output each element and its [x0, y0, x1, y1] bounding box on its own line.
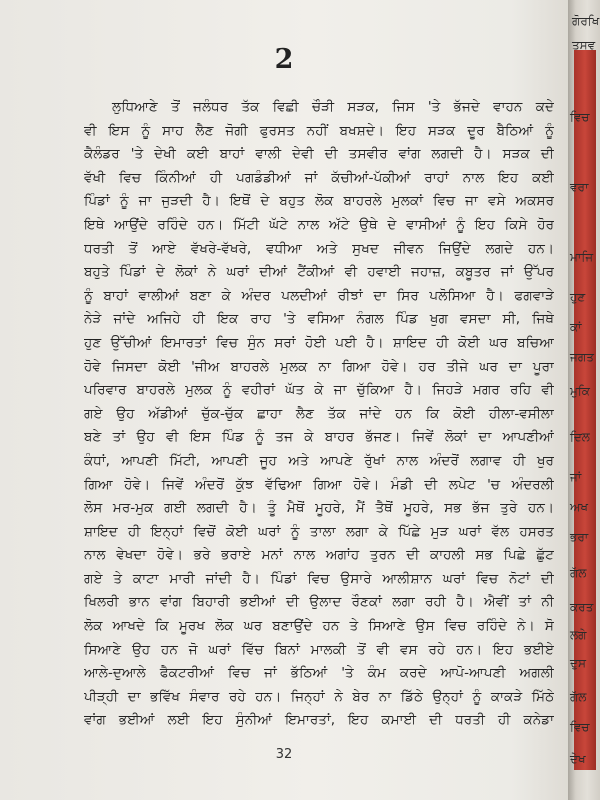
text-line: ਸ਼ਾਇਦ ਹੀ ਇਨ੍ਹਾਂ ਵਿਚੋਂ ਕੋਈ ਘਰਾਂ ਨੂੰ ਤਾਲਾ ਲਗਾ ਕੇ ਪਿੱਛੇ ਮੁੜ ਘਰਾਂ ਵੱਲ ਹਸਰਤ — [84, 523, 554, 540]
text-line: ਹੁਣ ਉੱਚੀਆਂ ਇਮਾਰਤਾਂ ਵਿਚ ਸੁੰਨ ਸਰਾਂ ਹੋਈ ਪਈ ਹੈ। ਸ਼ਾਇਦ ਹੀ ਕੋਈ ਘਰ ਬਚਿਆ — [84, 334, 554, 351]
next-page-fragment: ਦੁਸ — [570, 656, 586, 670]
next-page-fragment: ਵਰਾ — [570, 180, 589, 194]
text-line: ਗਏ ਤੇ ਕਾਟਾ ਮਾਰੀ ਜਾਂਦੀ ਹੈ। ਪਿੰਡਾਂ ਵਿਚ ਉਸਾਰੇ ਆਲੀਸ਼ਾਨ ਘਰਾਂ ਵਿਚ ਨੋਟਾਂ ਦੀ — [84, 570, 554, 587]
chapter-number: 2 — [274, 44, 294, 75]
text-line: ਪਰਿਵਾਰ ਬਾਹਰਲੇ ਮੁਲਕ ਨੂੰ ਵਹੀਰਾਂ ਘੱਤ ਕੇ ਜਾ ਚੁੱਕਿਆ ਹੈ। ਜਿਹੜੇ ਮਗਰ ਰਹਿ ਵੀ — [84, 382, 554, 399]
next-page-fragment: ਭਰਾ — [570, 530, 589, 544]
next-page-fragment: ਮਾਜਿ — [570, 250, 594, 264]
next-page-fragment: ਜਾਂ — [570, 470, 582, 484]
text-line: ਸਿਆਣੇ ਉਹ ਹਨ ਜੋ ਘਰਾਂ ਵਿੱਚ ਬਿਨਾਂ ਮਾਲਕੀ ਤੋਂ ਵੀ ਵਸ ਰਹੇ ਹਨ। ਇਹ ਭਈਏ — [84, 641, 554, 658]
text-line: ਲੁਧਿਆਣੇ ਤੋਂ ਜਲੰਧਰ ਤੱਕ ਵਿਛੀ ਚੌੜੀ ਸੜਕ, ਜਿਸ 'ਤੇ ਭੱਜਦੇ ਵਾਹਨ ਕਦੇ — [112, 99, 554, 115]
text-line: ਬਹੁਤੇ ਪਿੰਡਾਂ ਦੇ ਲੋਕਾਂ ਨੇ ਘਰਾਂ ਦੀਆਂ ਟੈਂਕੀਆਂ ਵੀ ਹਵਾਈ ਜਹਾਜ਼, ਕਬੂਤਰ ਜਾਂ ਉੱਪਰ — [84, 264, 554, 281]
text-line: ਪਿੰਡਾਂ ਨੂੰ ਜਾ ਜੁੜਦੀ ਹੈ। ਇਥੋਂ ਦੇ ਬਹੁਤ ਲੋਕ ਬਾਹਰਲੇ ਮੁਲਕਾਂ ਵਿਚ ਜਾ ਵਸੇ ਅਕਸਰ — [84, 193, 554, 210]
next-page-fragment: ਦਿਲ — [570, 430, 590, 444]
text-line: ਕੰਧਾਂ, ਆਪਣੀ ਮਿੱਟੀ, ਆਪਣੀ ਜੂਹ ਅਤੇ ਆਪਣੇ ਰੁੱਖਾਂ ਨਾਲ ਅੰਦਰੋਂ ਲਗਾਵ ਹੀ ਖੁਰ — [84, 452, 554, 469]
text-line: ਨਾਲ ਵੇਖਦਾ ਹੋਵੇ। ਭਰੇ ਭਰਾਏ ਮਨਾਂ ਨਾਲ ਅਗਾਂਹ ਤੁਰਨ ਦੀ ਕਾਹਲੀ ਸਭ ਪਿਛੇ ਛੁੱਟ — [84, 547, 554, 564]
next-page-fragment: ਵਿਚ — [570, 720, 590, 734]
text-line: ਵੱਖੀ ਵਿਚ ਕਿੰਨੀਆਂ ਹੀ ਪਗਡੰਡੀਆਂ ਜਾਂ ਕੱਚੀਆਂ-ਪੱਕੀਆਂ ਰਾਹਾਂ ਨਾਲ ਇਹ ਕਈ — [84, 169, 554, 186]
text-line: ਬਣੇ ਤਾਂ ਉਹ ਵੀ ਇਸ ਪਿੰਡ ਨੂੰ ਤਜ ਕੇ ਬਾਹਰ ਭੱਜਣ। ਜਿਵੇਂ ਲੋਕਾਂ ਦਾ ਆਪਣੀਆਂ — [84, 429, 554, 446]
next-page-fragment: ਗੱਲ — [570, 566, 587, 580]
next-page-fragment: ਲਗੇ — [570, 628, 587, 642]
text-line: ਗਏ ਉਹ ਅੱਡੀਆਂ ਚੁੱਕ-ਚੁੱਕ ਛਾਹਾ ਲੈਣ ਤੱਕ ਜਾਂਦੇ ਹਨ ਕਿ ਕੋਈ ਹੀਲਾ-ਵਸੀਲਾ — [84, 405, 554, 422]
text-line: ਪੀੜ੍ਹੀ ਦਾ ਭਵਿੱਖ ਸੰਵਾਰ ਰਹੇ ਹਨ। ਜਿਨ੍ਹਾਂ ਨੇ ਬੇਰ ਨਾ ਡਿੱਠੇ ਉਨ੍ਹਾਂ ਨੂੰ ਕਾਕੜੇ ਮਿੱਠੇ — [84, 688, 554, 705]
text-line: ਧਰਤੀ ਤੋਂ ਆਏ ਵੱਖਰੇ-ਵੱਖਰੇ, ਵਧੀਆ ਅਤੇ ਸੁਖਦ ਜੀਵਨ ਜਿਉਂਦੇ ਲਗਦੇ ਹਨ। — [84, 240, 554, 257]
text-line: ਇਥੇ ਆਉਂਦੇ ਰਹਿੰਦੇ ਹਨ। ਮਿੱਟੀ ਘੱਟੇ ਨਾਲ ਅੱਟੇ ਉਥੇ ਦੇ ਵਾਸੀਆਂ ਨੂੰ ਇਹ ਕਿਸੇ ਹੋਰ — [84, 216, 554, 233]
text-line: ਲੋਸ ਮਰ-ਮੁਕ ਗਈ ਲਗਦੀ ਹੈ। ਤੂੰ ਮੈਥੋਂ ਮੂਹਰੇ, ਮੈਂ ਤੈਥੋਂ ਮੂਹਰੇ, ਸਭ ਭੱਜ ਤੁਰੇ ਹਨ। — [84, 500, 554, 517]
next-page-fragment: ਅਖ — [570, 500, 588, 514]
next-page-fragment: ਜਗਤ — [570, 350, 594, 364]
next-page-fragment: ਤਸਵ — [572, 38, 596, 52]
text-line: ਵੀ ਇਸ ਨੂੰ ਸਾਹ ਲੈਣ ਜੋਗੀ ਫੁਰਸਤ ਨਹੀਂ ਬਖਸ਼ਦੇ। ਇਹ ਸੜਕ ਦੂਰ ਬੈਠਿਆਂ ਨੂੰ — [84, 122, 554, 139]
text-line: ਵਾਂਗ ਭਈਆਂ ਲਈ ਇਹ ਸੁੰਨੀਆਂ ਇਮਾਰਤਾਂ, ਇਹ ਕਮਾਈ ਦੀ ਧਰਤੀ ਹੀ ਕਨੇਡਾ — [84, 712, 554, 729]
next-page-fragment: ਕਰਤ — [570, 600, 594, 614]
chapter-text — [84, 96, 554, 733]
text-line: ਆਲੇ-ਦੁਆਲੇ ਫੈਕਟਰੀਆਂ ਵਿਚ ਜਾਂ ਭੱਠਿਆਂ 'ਤੇ ਕੰਮ ਕਰਦੇ ਆਪੋ-ਆਪਣੀ ਅਗਲੀ — [84, 665, 554, 682]
next-page-fragment: ਗੱਲ — [570, 690, 587, 704]
next-page-fragment: ਹੁਣ — [570, 290, 586, 304]
page-number: 32 — [275, 747, 293, 762]
next-page-edge — [568, 0, 600, 800]
next-page-fragment: ਮੁਕਿ — [570, 384, 590, 398]
text-line: ਗਿਆ ਹੋਵੇ। ਜਿਵੇਂ ਅੰਦਰੋਂ ਕੁੱਝ ਵੱਢਿਆ ਗਿਆ ਹੋਵੇ। ਮੰਡੀ ਦੀ ਲਪੇਟ 'ਚ ਅੰਦਰਲੀ — [84, 476, 554, 493]
text-line: ਹੋਵੇ ਜਿਸਦਾ ਕੋਈ 'ਜੀਅ ਬਾਹਰਲੇ ਮੁਲਕ ਨਾ ਗਿਆ ਹੋਵੇ। ਹਰ ਤੀਜੇ ਘਰ ਦਾ ਪੂਰਾ — [84, 358, 554, 375]
next-page-fragment: ਕਾਂ — [570, 320, 582, 334]
text-line: ਲੋਕ ਆਖਦੇ ਕਿ ਮੂਰਖ ਲੋਕ ਘਰ ਬਣਾਉਂਦੇ ਹਨ ਤੇ ਸਿਆਣੇ ਉਸ ਵਿਚ ਰਹਿੰਦੇ ਨੇ। ਸੋ — [84, 618, 554, 635]
next-page-fragment: ਦੇਖ — [570, 752, 586, 766]
text-line: ਕੈਲੰਡਰ 'ਤੇ ਦੇਖੀ ਕਈ ਬਾਹਾਂ ਵਾਲੀ ਦੇਵੀ ਦੀ ਤਸਵੀਰ ਵਾਂਗ ਲਗਦੀ ਹੈ। ਸੜਕ ਦੀ — [84, 146, 554, 163]
text-line: ਖਿਲਰੀ ਭਾਨ ਵਾਂਗ ਬਿਹਾਰੀ ਭਈਆਂ ਦੀ ਉਲਾਦ ਰੌਣਕਾਂ ਲਗਾ ਰਹੀ ਹੈ। ਐਵੀਂ ਤਾਂ ਨੀ — [84, 594, 554, 611]
text-line: ਨੂੰ ਬਾਹਾਂ ਵਾਲੀਆਂ ਬਣਾ ਕੇ ਅੰਦਰ ਪਲਦੀਆਂ ਰੀਝਾਂ ਦਾ ਸਿਰ ਪਲੋਸਿਆ ਹੈ। ਫਗਵਾੜੇ — [84, 287, 554, 304]
next-page-fragment: ਵਿਚ — [570, 110, 590, 124]
text-line: ਨੇੜੇ ਜਾਂਦੇ ਅਜਿਹੇ ਹੀ ਇਕ ਰਾਹ 'ਤੇ ਵਸਿਆ ਨੰਗਲ ਪਿੰਡ ਖੁਗ ਵਸਦਾ ਸੀ, ਜਿਥੇ — [84, 311, 554, 328]
next-page-fragment: ਗੋਰਖਿ — [572, 14, 600, 28]
